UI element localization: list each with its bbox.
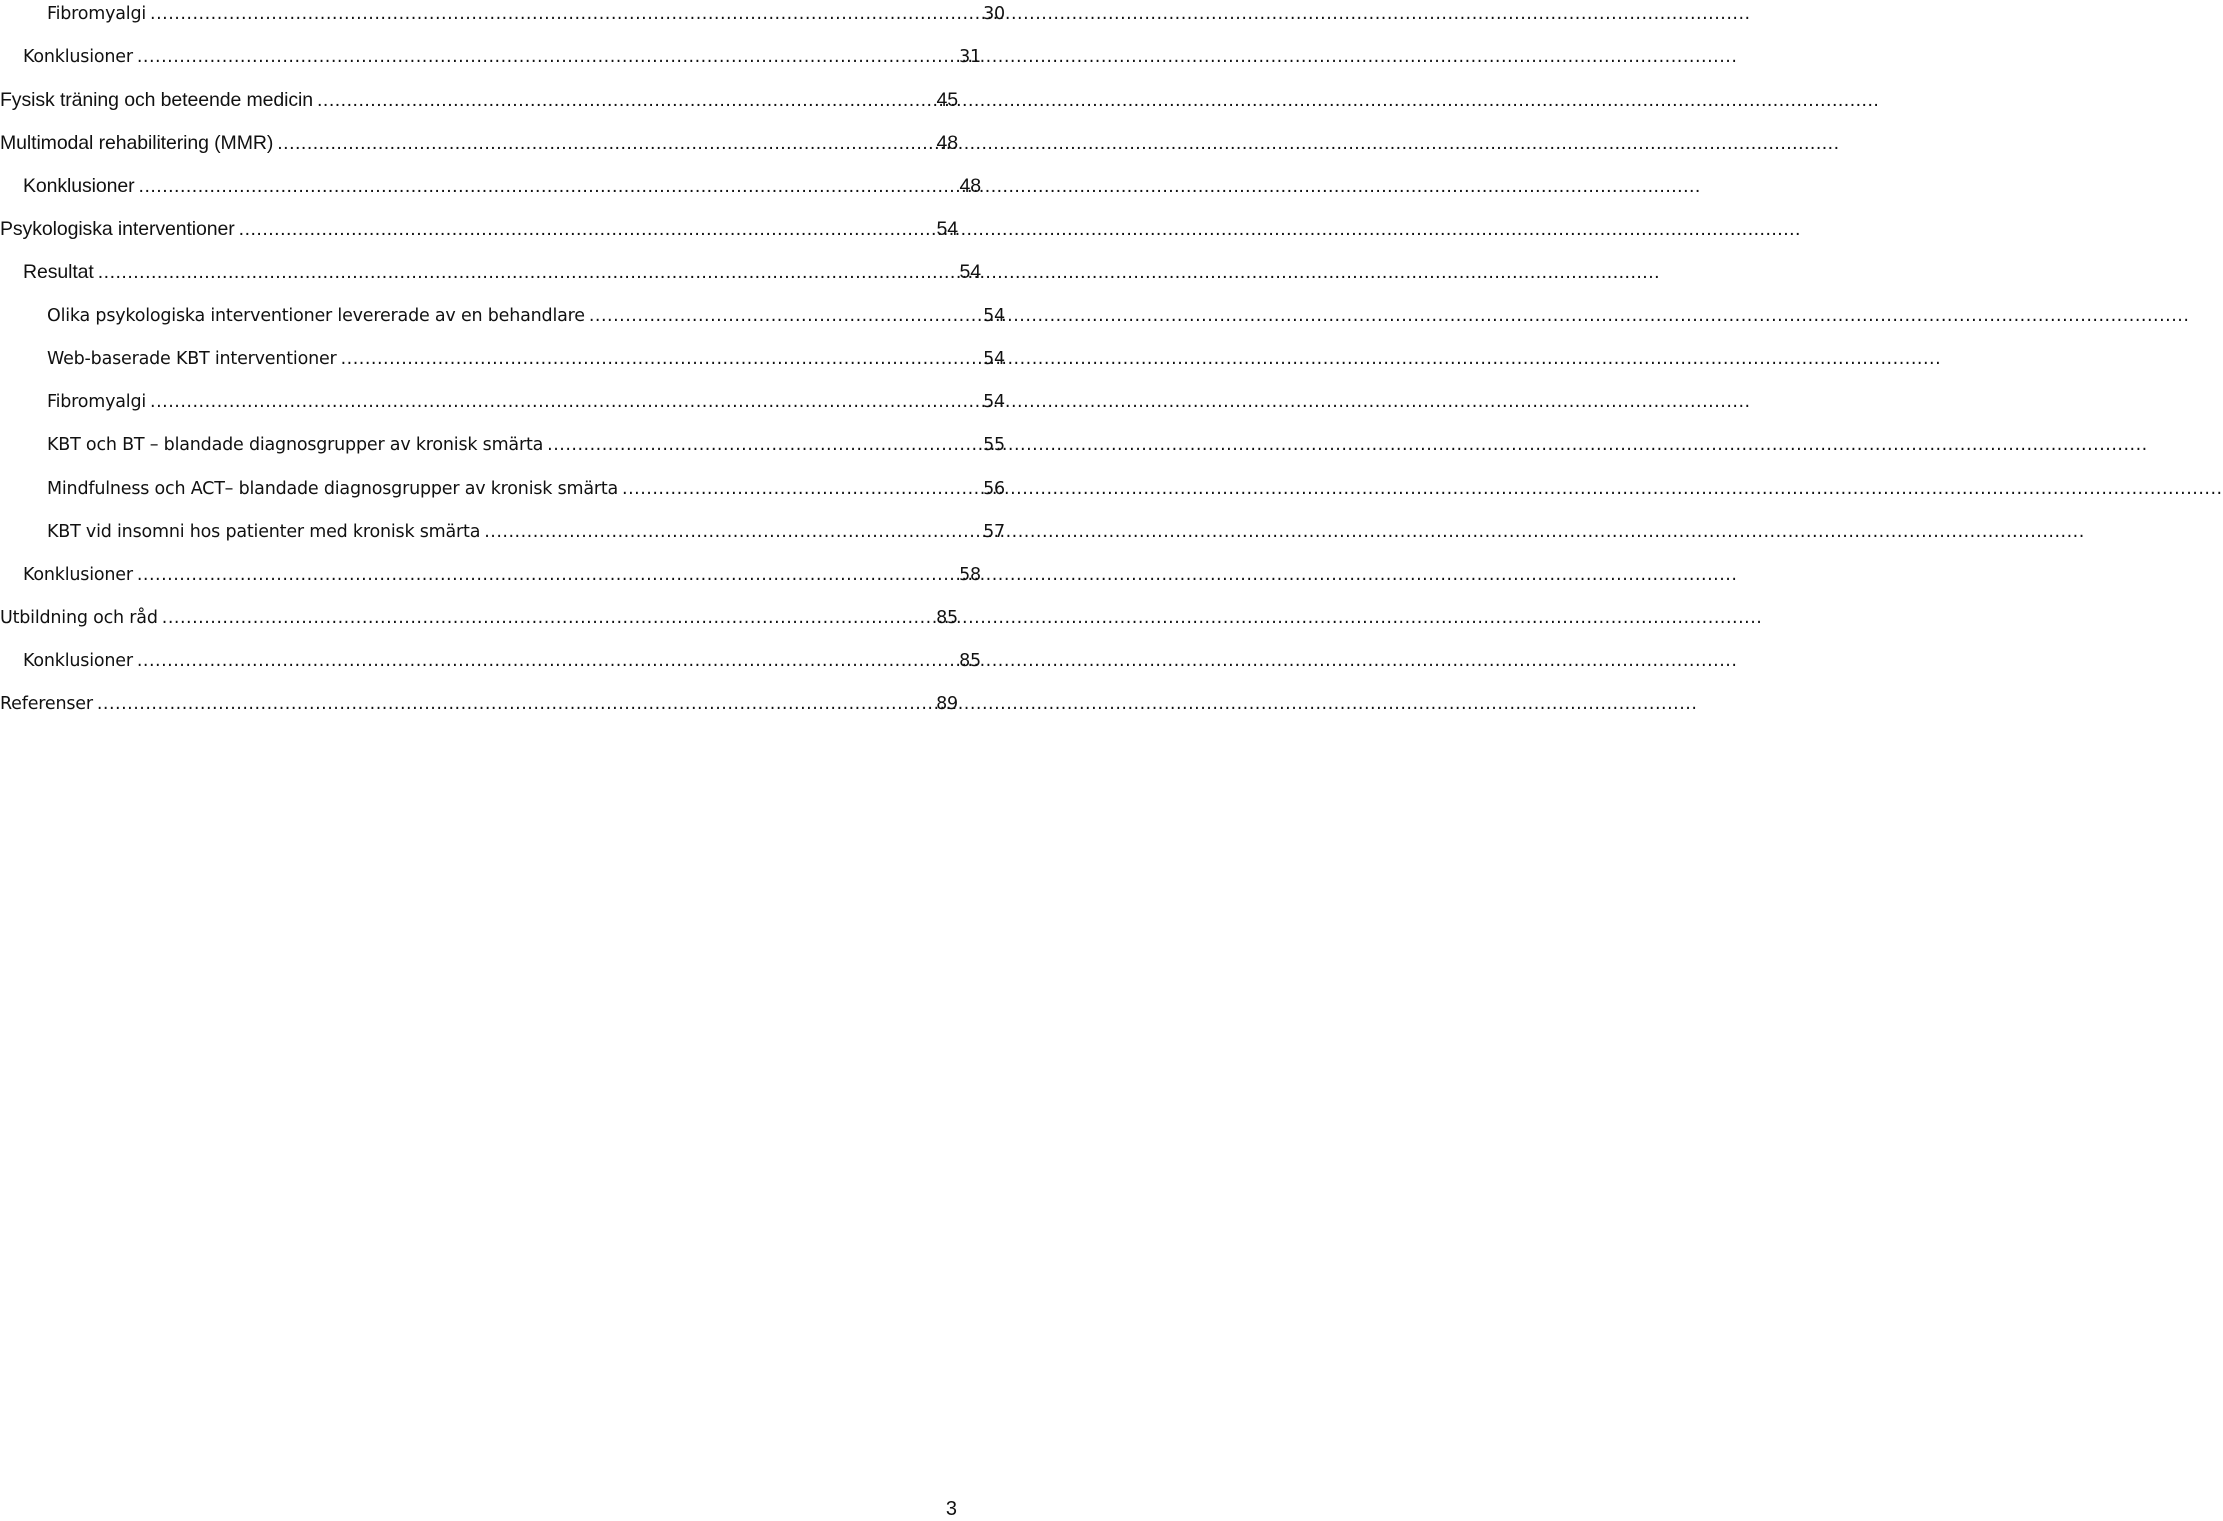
toc-entry-page: 85 <box>936 608 958 628</box>
toc-entry-label: Resultat <box>23 261 94 283</box>
toc-entry-page: 54 <box>983 392 1005 412</box>
toc-entry[interactable] <box>0 557 983 587</box>
toc-entry[interactable] <box>0 514 1007 544</box>
toc-entry[interactable] <box>0 686 960 716</box>
toc-leader-dots <box>622 477 980 501</box>
toc-leader-dots <box>137 563 956 587</box>
toc-entry-page: 57 <box>983 522 1005 542</box>
toc-leader-dots <box>547 433 980 457</box>
toc-entry-page: 85 <box>959 651 981 671</box>
toc-entry[interactable] <box>0 600 960 630</box>
page-number: 3 <box>945 1498 957 1520</box>
toc-entry[interactable] <box>0 427 1007 457</box>
toc-entry[interactable] <box>0 168 983 198</box>
toc-entry-page: 30 <box>983 4 1005 24</box>
toc-entry-label: KBT och BT – blandade diagnosgrupper av kronisk smärta <box>47 435 544 455</box>
toc-leader-dots <box>150 2 980 26</box>
toc-entry[interactable] <box>0 341 1007 371</box>
toc-leader-dots <box>589 304 980 328</box>
toc-entry-page: 45 <box>936 89 958 111</box>
toc-entry-page: 54 <box>983 349 1005 369</box>
toc-entry[interactable] <box>0 471 1007 501</box>
toc-leader-dots <box>341 347 981 371</box>
toc-entry-label: Fysisk träning och beteende medicin <box>0 89 314 111</box>
toc-entry[interactable] <box>0 0 1007 26</box>
toc-entry-label: KBT vid insomni hos patienter med kronisk smärta <box>47 522 481 542</box>
toc-entry-label: Multimodal rehabilitering (MMR) <box>0 132 274 154</box>
toc-entry-page: 54 <box>983 306 1005 326</box>
toc-leader-dots <box>98 260 957 284</box>
toc-leader-dots <box>484 520 980 544</box>
toc-leader-dots <box>277 131 933 155</box>
toc-entry-label: Olika psykologiska interventioner levererade av en behandlare <box>47 306 585 326</box>
toc-leader-dots <box>139 174 957 198</box>
toc-leader-dots <box>239 217 934 241</box>
toc-entry-label: Psykologiska interventioner <box>0 218 235 240</box>
toc-entry-label: Konklusioner <box>23 47 133 67</box>
toc-entry-label: Mindfulness och ACT– blandade diagnosgrupper av kronisk smärta <box>47 479 619 499</box>
toc-entry[interactable] <box>0 82 960 112</box>
toc-entry-page: 54 <box>959 261 981 283</box>
toc-entry-page: 55 <box>983 435 1005 455</box>
toc-entry-label: Fibromyalgi <box>47 392 147 412</box>
toc-entry[interactable] <box>0 298 1007 328</box>
toc-entry-label: Utbildning och råd <box>0 608 158 628</box>
toc-leader-dots <box>150 390 980 414</box>
toc-entry-page: 58 <box>959 565 981 585</box>
toc-leader-dots <box>137 649 956 673</box>
toc-entry-page: 31 <box>959 47 981 67</box>
toc-entry-label: Web-baserade KBT interventioner <box>47 349 337 369</box>
toc-leader-dots <box>97 692 933 716</box>
toc-entry-label: Konklusioner <box>23 565 133 585</box>
toc-entry[interactable] <box>0 643 983 673</box>
toc-entry-page: 48 <box>936 132 958 154</box>
toc-entry-label: Konklusioner <box>23 651 133 671</box>
toc-entry[interactable] <box>0 211 960 241</box>
toc-entry-page: 89 <box>936 694 958 714</box>
toc-leader-dots <box>317 88 933 112</box>
toc-entry-label: Referenser <box>0 694 93 714</box>
toc-entry[interactable] <box>0 254 983 284</box>
toc-entry-page: 54 <box>936 218 958 240</box>
toc-entry-label: Fibromyalgi <box>47 4 147 24</box>
toc-entry-label: Konklusioner <box>23 175 135 197</box>
toc-entry-page: 56 <box>983 479 1005 499</box>
toc-entry[interactable] <box>0 39 983 69</box>
toc-entry[interactable] <box>0 125 960 155</box>
toc-entry[interactable] <box>0 384 1007 414</box>
toc-entry-page: 48 <box>959 175 981 197</box>
toc-leader-dots <box>137 45 956 69</box>
toc-leader-dots <box>162 606 933 630</box>
